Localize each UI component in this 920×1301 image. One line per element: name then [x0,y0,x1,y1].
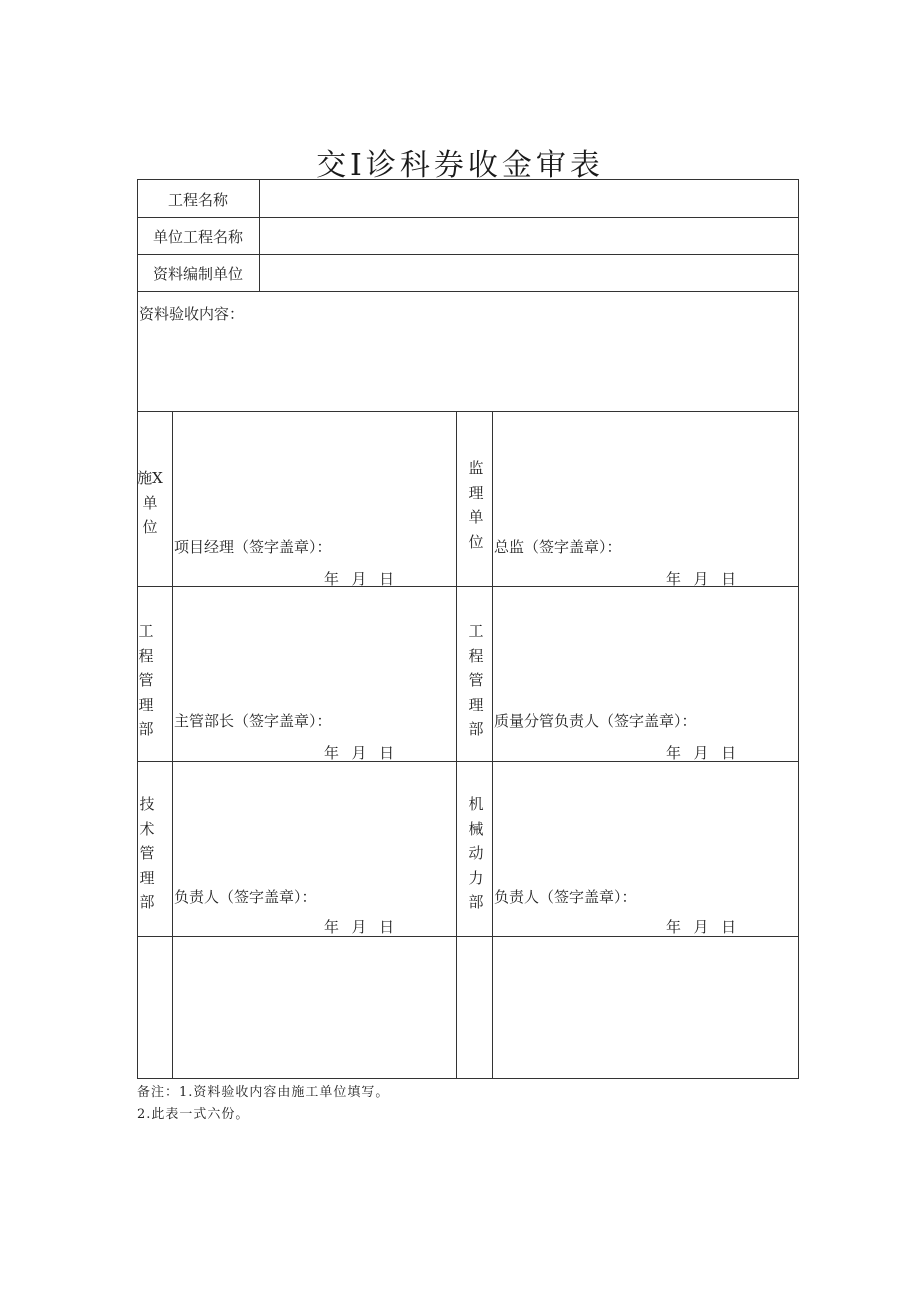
supervisor-label: 监理单位 [468,459,484,551]
date-label: 年 月 日 [324,918,396,936]
unit-project-name-field[interactable] [260,218,798,254]
date-label: 年 月 日 [666,918,738,936]
note-line-1: 备注：1.资料验收内容由施工单位填写。 [137,1085,390,1100]
column-divider [172,411,173,1078]
project-name-label: 工程名称 [168,191,229,209]
date-label: 年 月 日 [666,744,738,762]
acceptance-form-table [137,179,799,1079]
form-title: 交I诊科券收金审表 [316,148,604,183]
column-divider [492,411,493,1078]
chief-supervisor-sign-label: 总监（签字盖章）： [494,538,622,556]
director-sign-label: 主管部长（签字盖章）： [174,712,332,730]
content-field[interactable] [138,320,798,410]
date-label: 年 月 日 [324,570,396,588]
quality-manager-sign-label: 质量分管负责人（签字盖章）： [494,712,697,730]
responsible-sign-label: 负责人（签字盖章）： [494,888,637,906]
row-divider [138,291,798,292]
compiler-label: 资料编制单位 [153,265,244,283]
content-label: 资料验收内容： [139,305,245,323]
responsible-sign-label: 负责人（签字盖章）： [174,888,317,906]
date-label: 年 月 日 [666,570,738,588]
compiler-field[interactable] [260,255,798,291]
engineering-dept-label: 工程管理部 [468,622,484,738]
machinery-dept-label: 机械动力部 [468,795,484,911]
contractor-label: 施X单位 [137,469,163,536]
column-divider [456,411,457,1078]
note-line-2: 2.此表一式六份。 [137,1107,250,1122]
technical-dept-label: 技术管理部 [139,795,155,911]
date-label: 年 月 日 [324,744,396,762]
project-name-field[interactable] [260,180,798,217]
unit-project-name-label: 单位工程名称 [153,228,244,246]
engineering-dept-label: 工程管理部 [138,622,154,738]
row-divider [138,411,798,412]
project-manager-sign-label: 项目经理（签字盖章）： [174,538,332,556]
